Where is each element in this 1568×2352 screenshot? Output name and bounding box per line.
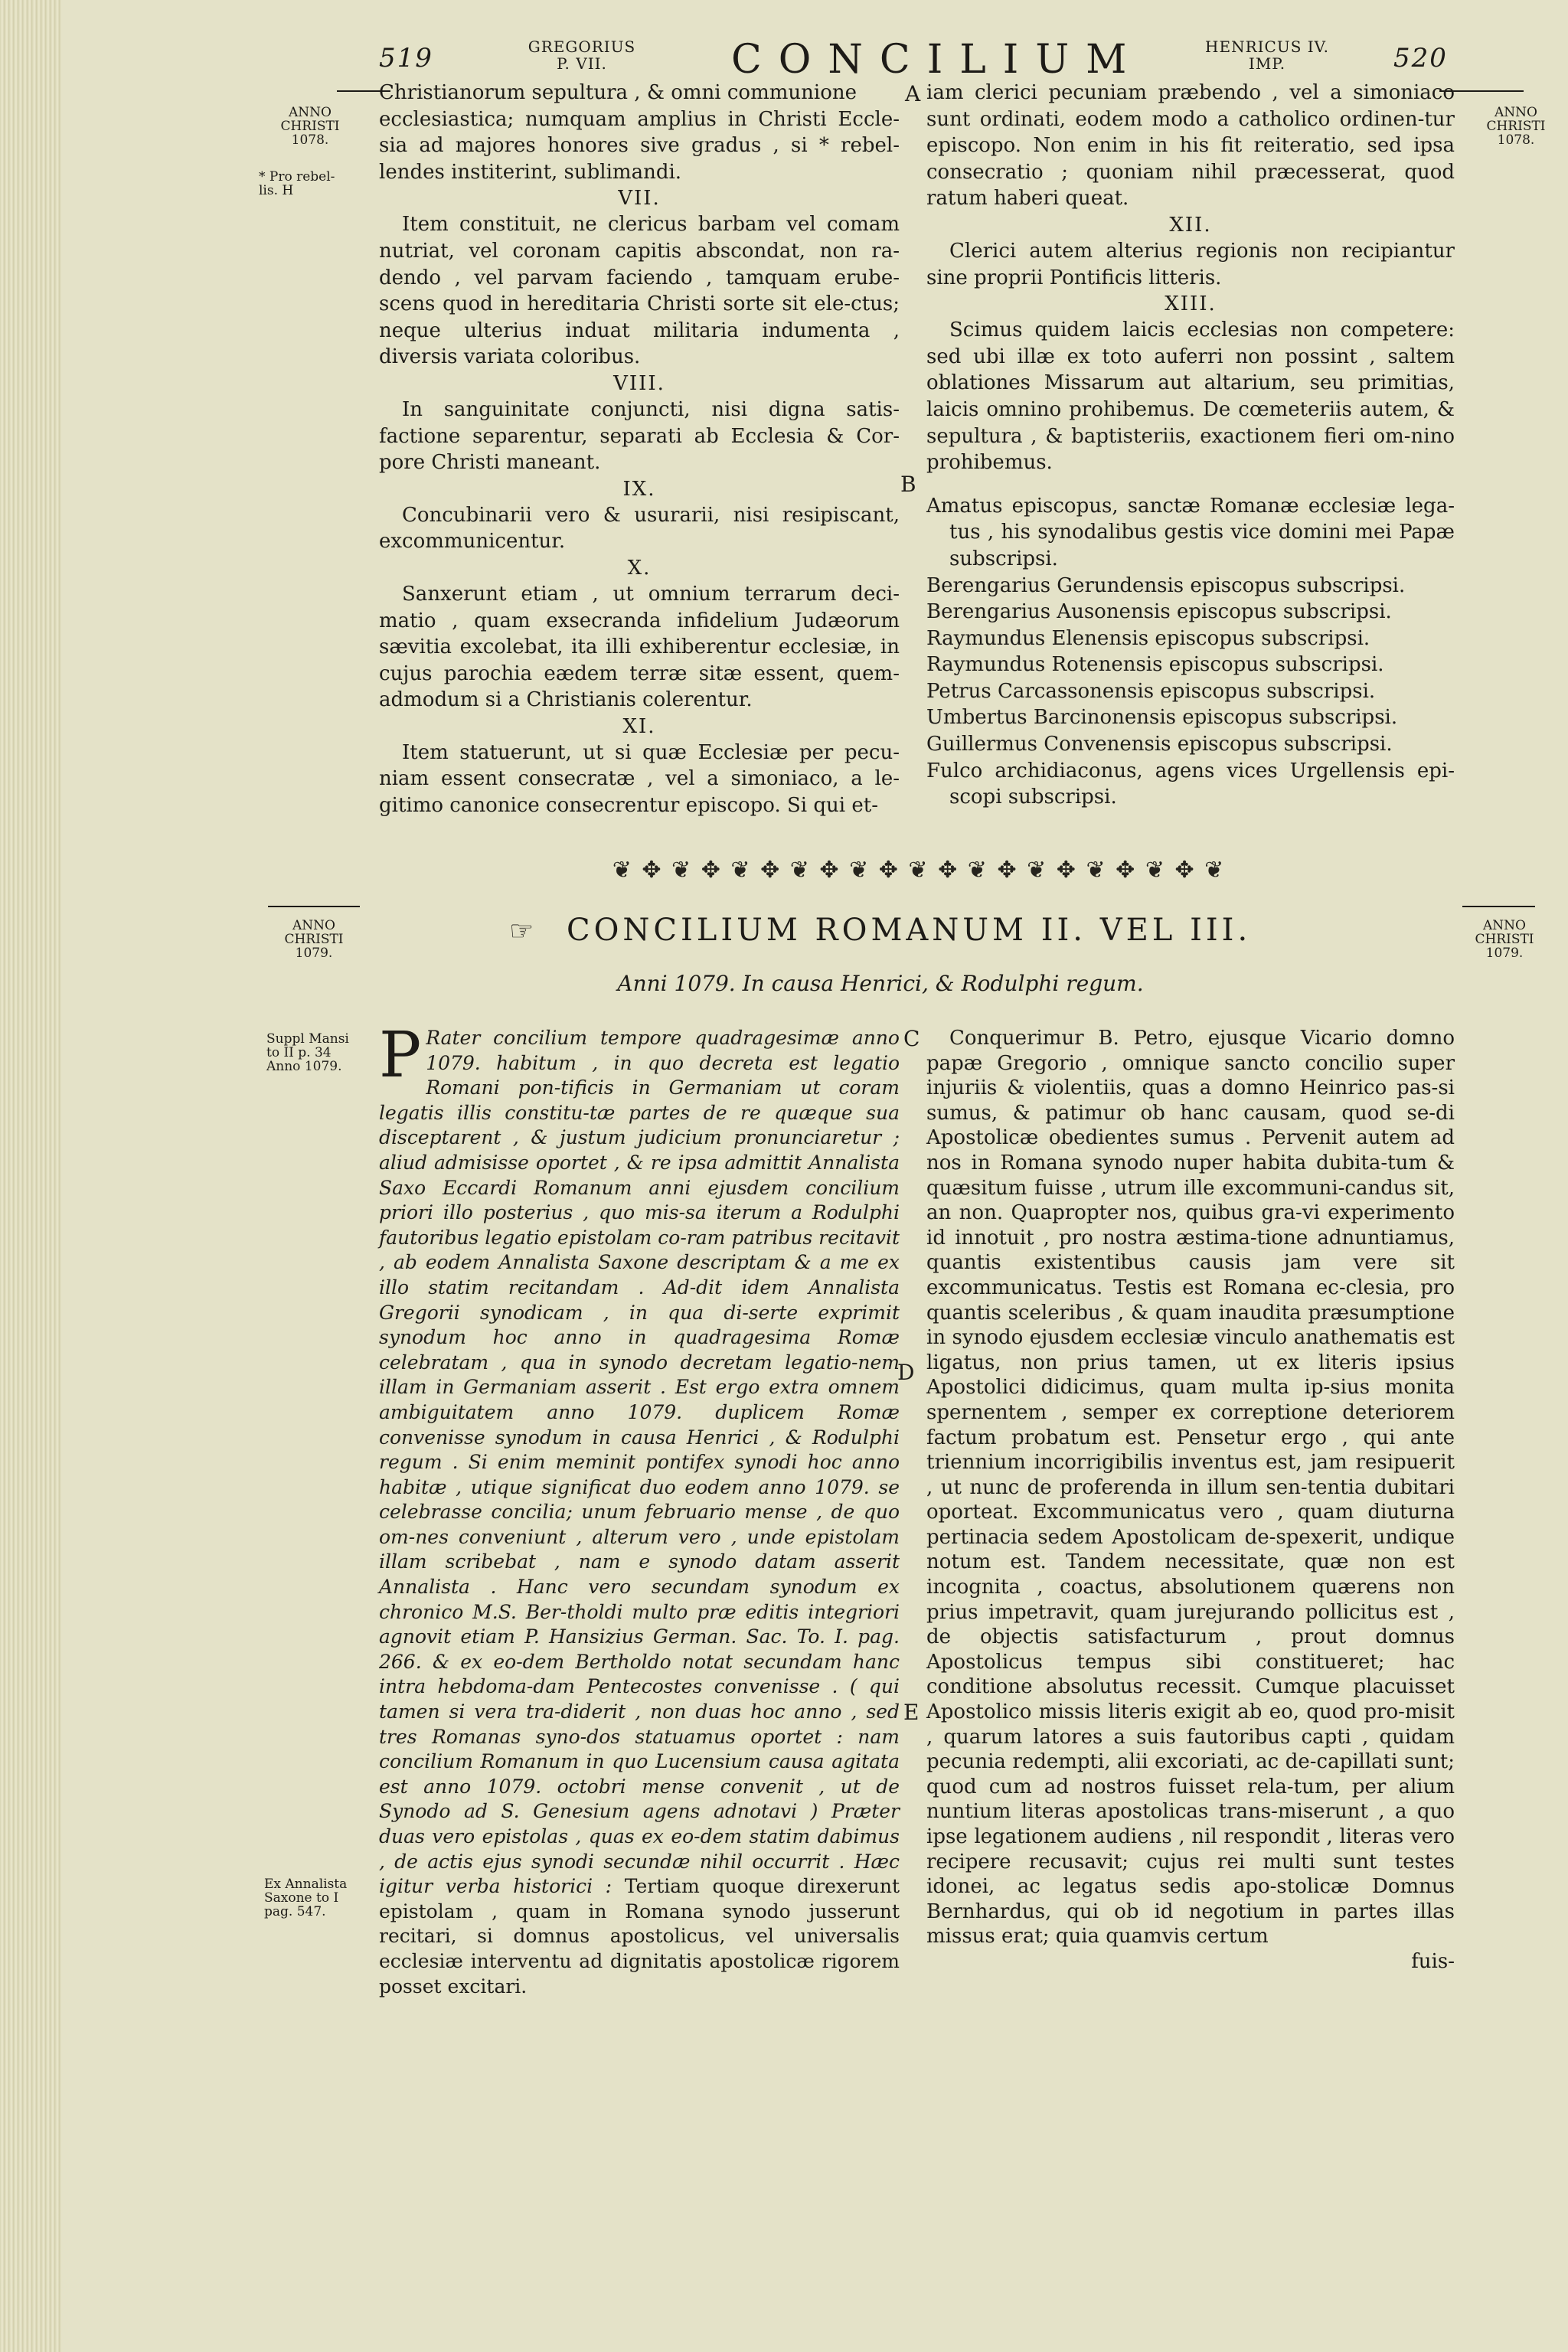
margin-year-upper-left [260,106,360,147]
margin-note-line: lis. H [259,183,294,198]
upper-left-column [379,80,900,819]
margin-year-lower-left [264,919,364,960]
paragraph: ecclesiastica; numquam amplius in Christi Eccle-sia ad majores honores sive gradus , si * rebel-lendes institerint, sublimandi. [379,107,900,184]
drop-cap: P [379,1019,422,1092]
margin-note-suppl [266,1032,366,1073]
section-rule-right [1462,906,1535,907]
paragraph: Sanxerunt etiam , ut omnium terrarum deci-matio , quam exsecranda infidelium Judæorum sævitia excolebat, ita illi exhiberentur ecclesiæ, in cujus parochia eædem terræ sitæ essent, quem-admodum si a Christianis colerentur. [379,582,900,712]
letter-text: Conquerimur B. Petro, ejusque Vicario domno papæ Gregorio , omnique sancto concilio super injuriis & violentiis, quas a domno Heinrico pas-si sumus, & patimur ob hanc causam, quod se-di Apostolicæ obedientes sumus . Pervenit autem ad nos in Romana synodo nuper habita dubita-tum & quæsitum fuisse , utrum ille excommuni-candus sit, an non. Quapropter nos, quibus gra-vi experimento id innotuit , pro nostra æstima-tione adnuntiamus, quantis existentibus causis jam vere sit excommunicatus. Testis est Romana ec-clesia, pro quantis sceleribus , & quam inaudita præsumptione in synodo ejusdem ecclesiæ vinculo anathematis est ligatus, non prius tamen, ut ex literis ipsius Apostolici didicimus, quam multa ip-sius monita spernentem , semper ex correptione deteriorem factum probatum est. Pensetur ergo , qui ante triennium incorrigibilis inventus est, jam resipuerit , ut nunc de proferenda in illum sen-tentia dubitari oporteat. Excommunicatus vero , quam diuturna pertinacia sedem Apostolicam de-spexerit, undique notum est. Tandem necessitate, quæ non est incognita , coactus, absolutionem quærens non prius impetravit, quam jurejurando pollicitus est , de objectis satisfacturum , prout domnus Apostolicus tempus sibi constitueret; hac conditione absolutus recessit. Cumque placuisset Apostolico missis literis exigit ab eo, quod pro-misit , quarum latores a suis fautoribus capti , quidam pecunia redempti, alii excoriati, ac de-capillati sunt; quod cum ad nostros fuisset rela-tum, per alium nuntium literas apostolicas trans-miserunt , a quo ipse legationem audiens , nil respondit , literas vero recipere recusavit; cujus rei multi sunt testes idonei, ac legatus sedis apo-stolicæ Domnus Bernhardus, qui ob id negotium in partes illas missus erat; quia quamvis certum [926,1027,1455,1949]
section-number: IX. [622,477,656,501]
margin-year: 1079. [295,946,333,961]
signature-line: Berengarius Gerundensis episcopus subscripsi. [926,573,1406,597]
margin-letter-c: C [903,1026,920,1051]
margin-note-line: Saxone to I [264,1890,339,1906]
spacer [926,476,1455,493]
signature-line: Berengarius Ausonensis episcopus subscripsi. [926,600,1392,624]
margin-note-line: * Pro rebel- [259,169,335,185]
margin-anno: ANNO [292,918,335,933]
paragraph: Clerici autem alterius regionis non recipiantur sine proprii Pontificis litteris. [926,239,1455,289]
margin-letter-b: B [900,472,916,497]
page-number-left: 519 [379,43,433,74]
pope-title: P. VII. [557,54,607,73]
margin-christi: CHRISTI [280,119,340,134]
catchword: fuis- [1411,1949,1455,1973]
margin-christi: CHRISTI [1486,119,1546,134]
margin-note-line: Anno 1079. [266,1059,342,1074]
signature-line: Guillermus Convenensis episcopus subscripsi. [926,733,1393,756]
signature-line: Raymundus Rotenensis episcopus subscripsi. [926,653,1384,677]
king-name: HENRICUS IV. [1205,38,1329,56]
margin-note-rebel [259,170,366,198]
margin-letter-a: A [905,81,921,106]
section-subtitle: Anni 1079. In causa Henrici, & Rodulphi regum. [617,971,1144,996]
pointing-hand-icon: ☞ [509,916,534,947]
section-number: XII. [1169,213,1212,237]
paragraph: Concubinarii vero & usurarii, nisi resipiscant, excommunicentur. [379,503,900,554]
margin-note-line: pag. 547. [264,1904,326,1919]
signature-line: Petrus Carcassonensis episcopus subscripsi. [926,679,1376,703]
quoted-text: Tertiam quoque direxerunt epistolam , quam in Romana synodo jusserunt recitari, si domnus apostolicus, vel universalis ecclesiæ interventu ad dignitatis apostolicæ rigorem posset excitari. [379,1875,900,1998]
section-number: VIII. [613,371,665,395]
margin-anno: ANNO [1483,918,1526,933]
lower-right-column [926,1026,1455,1975]
signature-line: Raymundus Elenensis episcopus subscripsi. [926,626,1370,650]
page-number-right: 520 [1393,43,1448,74]
section-number: XI. [622,714,656,738]
signature-line: Umbertus Barcinonensis episcopus subscripsi. [926,706,1398,730]
margin-letter-e: E [903,1700,920,1725]
paragraph: Christianorum sepultura , & omni communione [379,81,857,104]
running-head-king [1191,38,1344,72]
margin-note-annalista [264,1877,371,1919]
section-title: CONCILIUM ROMANUM II. VEL III. [567,913,1252,948]
paragraph: Item statuerunt, ut si quæ Ecclesiæ per pecu-niam essent consecratæ , vel a simoniaco, a le-gitimo canonice consecrentur episcopo. Si qui et- [379,740,900,818]
margin-year: 1078. [1497,132,1535,148]
page-title: CONCILIUM [731,37,1144,83]
margin-year: 1078. [291,132,329,148]
section-number: X. [627,556,652,580]
margin-letter-d: D [897,1360,915,1385]
signature-line: Fulco archidiaconus, agens vices Urgellensis epi-scopi subscripsi. [926,759,1455,809]
section-number: XIII. [1165,292,1217,316]
preface-text: Rater concilium tempore quadragesimæ anno 1079. habitum , in quo decreta est legatio Romani pon-tificis in Germaniam ut coram legatis illis constitu-tæ partes de re quæque sua disceptarent , & justum judicium pronunciaretur ; aliud admisisse oportet , & re ipsa admittit Annalista Saxo Eccardi Romanum anni ejusdem concilium priori illo posterius , quo mis-sa iterum a Rodulphi fautoribus legatio epistolam co-ram patribus recitavit , ab eodem Annalista Saxone descriptam & a me ex illo statim recitandam . Ad-dit idem Annalista Gregorii synodicam , in qua di-serte exprimit synodum hoc anno in quadragesima Romæ celebratam , qua in synodo decretam legatio-nem illam in Germaniam asserit . Est ergo extra omnem ambiguitatem anno 1079. duplicem Romæ convenisse synodum in causa Henrici , & Rodulphi regum . Si enim meminit pontifex synodi hoc anno habitæ , utique significat duo eodem anno 1079. se celebrasse concilia; unum februario mense , de quo om-nes conveniunt , alterum vero , unde epistolam illam scribebat , nam e synodo datam asserit Annalista . Hanc vero secundam synodum ex chronico M.S. Ber-tholdi multo præ editis integriori agnovit etiam P. Hansizius German. Sac. To. I. pag. 266. & ex eo-dem Bertholdo notat secundam hanc intra hebdoma-dam Pentecostes convenisse . ( qui tamen si vera tra-diderit , non duas hoc anno , sed tres Romanas syno-dos statuamus oportet : nam concilium Romanum in quo Lucensium causa agitata est anno 1079. octobri mense convenit , ut de Synodo ad S. Genesium agens adnotavi ) Præter duas vero epistolas , quas ex eo-dem statim dabimus , de actis ejus synodi secundæ nihil occurrit . Hæc igitur verba historici : [379,1027,900,1898]
paragraph: Scimus quidem laicis ecclesias non competere: sed ubi illæ ex toto auferri non possint , saltem oblationes Missarum aut altarium, seu primitias, laicis omnino prohibemus. De cœmeteriis autem, & sepultura , & baptisteriis, exactionem fieri om-nino prohibemus. [926,318,1455,475]
pope-name: GREGORIUS [528,38,636,56]
preface-paragraph [379,1019,900,1999]
margin-anno: ANNO [1494,105,1537,120]
margin-anno: ANNO [289,105,332,120]
margin-christi: CHRISTI [284,932,344,947]
lower-left-column [379,1019,900,1999]
running-head-pope [521,38,643,72]
margin-christi: CHRISTI [1475,932,1534,947]
margin-note-line: to II p. 34 [266,1045,332,1060]
section-number: VII. [618,187,661,211]
margin-year-lower-right [1459,919,1550,960]
margin-year: 1079. [1485,946,1524,961]
king-title: IMP. [1248,54,1286,73]
paragraph: Item constituit, ne clericus barbam vel comam nutriat, vel coronam capitis abscondat, non ra-dendo , vel parvam faciendo , tamquam erube-scens quod in hereditaria Christi sorte sit ele-ctus; neque ulterius induat militaria indumenta , diversis variata coloribus. [379,213,900,369]
paragraph: iam clerici pecuniam præbendo , vel a simoniaco sunt ordinati, eodem modo a catholico ordinen-tur episcopo. Non enim in his fit reiteratio, sed ipsa consecratio ; quoniam nihil præcesserat, quod ratum haberi queat. [926,81,1455,211]
section-rule-left [268,906,360,907]
ornament-band [383,854,1455,885]
upper-right-column [926,80,1455,811]
paragraph: In sanguinitate conjuncti, nisi digna satis-factione separentur, separati ab Ecclesia & Cor-pore Christi maneant. [379,397,900,475]
ornament-glyphs: ❦ ✥ ❦ ✥ ❦ ✥ ❦ ✥ ❦ ✥ ❦ ✥ ❦ ✥ ❦ ✥ ❦ ✥ ❦ ✥ ❦ [612,856,1226,884]
margin-note-line: Ex Annalista [264,1877,348,1892]
margin-year-upper-right [1466,106,1566,147]
margin-note-line: Suppl Mansi [266,1031,349,1047]
signature-line: Amatus episcopus, sanctæ Romanæ ecclesiæ lega-tus , his synodalibus gestis vice domini mei Papæ subscripsi. [926,494,1455,570]
page-edge [0,0,61,2352]
